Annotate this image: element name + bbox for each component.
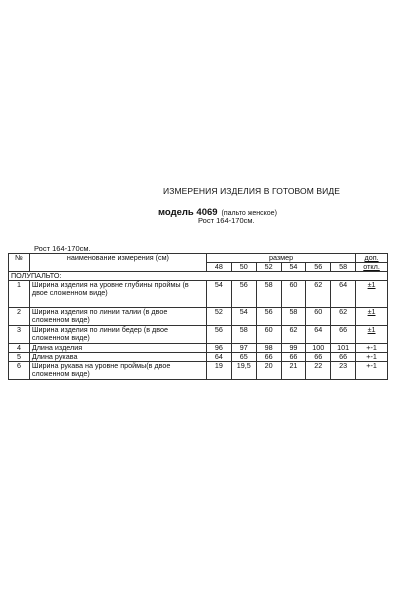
- row-value: 64: [331, 281, 356, 308]
- row-value: 56: [207, 326, 232, 344]
- row-value: 64: [306, 326, 331, 344]
- row-value: 62: [306, 281, 331, 308]
- row-value: 100: [306, 344, 331, 353]
- row-value: 66: [331, 326, 356, 344]
- table-row: [9, 308, 388, 326]
- row-value: 66: [281, 353, 306, 362]
- row-num: 1: [9, 281, 30, 308]
- row-value: 98: [256, 344, 281, 353]
- table-row: [9, 326, 388, 344]
- header-num: №: [9, 254, 30, 272]
- table-row: [9, 281, 388, 308]
- row-value: 56: [256, 308, 281, 326]
- measurements-table: [8, 253, 388, 380]
- row-name: Длина изделия: [29, 344, 206, 353]
- table-header-row: [9, 254, 388, 263]
- row-value: 58: [231, 326, 256, 344]
- row-num: 3: [9, 326, 30, 344]
- model-number: модель 4069: [158, 207, 218, 218]
- document-title: ИЗМЕРЕНИЯ ИЗДЕЛИЯ В ГОТОВОМ ВИДЕ: [163, 186, 340, 196]
- row-value: 60: [281, 281, 306, 308]
- table-row: [9, 362, 388, 380]
- header-size: размер: [207, 254, 356, 263]
- row-value: 96: [207, 344, 232, 353]
- row-num: 5: [9, 353, 30, 362]
- row-tolerance: +-1: [356, 362, 388, 380]
- size-cell: 56: [306, 263, 331, 272]
- row-value: 21: [281, 362, 306, 380]
- row-value: 64: [207, 353, 232, 362]
- row-value: 66: [331, 353, 356, 362]
- size-cell: 50: [231, 263, 256, 272]
- table-caption: Рост 164-170см.: [34, 244, 91, 253]
- size-cell: 48: [207, 263, 232, 272]
- size-cell: 54: [281, 263, 306, 272]
- row-value: 97: [231, 344, 256, 353]
- row-value: 56: [231, 281, 256, 308]
- header-name: наименование измерения (см): [29, 254, 206, 272]
- row-name: Ширина изделия по линии талии (в двое сложенном виде): [29, 308, 206, 326]
- row-tolerance: ±1: [356, 326, 388, 344]
- row-tolerance: ±1: [356, 281, 388, 308]
- header-tol-1: доп.: [356, 254, 388, 263]
- row-value: 62: [281, 326, 306, 344]
- row-value: 19: [207, 362, 232, 380]
- row-value: 54: [207, 281, 232, 308]
- row-value: 99: [281, 344, 306, 353]
- row-value: 60: [256, 326, 281, 344]
- header-height: Рост 164-170см.: [198, 216, 255, 225]
- size-cell: 52: [256, 263, 281, 272]
- row-value: 62: [331, 308, 356, 326]
- row-value: 66: [256, 353, 281, 362]
- row-value: 22: [306, 362, 331, 380]
- model-note: (пальто женское): [221, 210, 277, 217]
- row-num: 6: [9, 362, 30, 380]
- row-value: 60: [306, 308, 331, 326]
- row-value: 66: [306, 353, 331, 362]
- row-name: Ширина изделия по линии бедер (в двое сложенном виде): [29, 326, 206, 344]
- row-name: Ширина рукава на уровне проймы(в двое сложенном виде): [29, 362, 206, 380]
- row-value: 65: [231, 353, 256, 362]
- row-num: 4: [9, 344, 30, 353]
- row-tolerance: ±1: [356, 308, 388, 326]
- size-cell: 58: [331, 263, 356, 272]
- row-value: 58: [256, 281, 281, 308]
- header-tol-2: откл.: [356, 263, 388, 272]
- row-name: Длина рукава: [29, 353, 206, 362]
- row-value: 58: [281, 308, 306, 326]
- row-value: 20: [256, 362, 281, 380]
- row-name: Ширина изделия на уровне глубины проймы (в двое сложенном виде): [29, 281, 206, 308]
- row-tolerance: +-1: [356, 344, 388, 353]
- row-value: 54: [231, 308, 256, 326]
- row-value: 52: [207, 308, 232, 326]
- row-value: 101: [331, 344, 356, 353]
- section-label: ПОЛУПАЛЬТО:: [9, 272, 388, 281]
- row-tolerance: +-1: [356, 353, 388, 362]
- row-value: 23: [331, 362, 356, 380]
- row-value: 19,5: [231, 362, 256, 380]
- row-num: 2: [9, 308, 30, 326]
